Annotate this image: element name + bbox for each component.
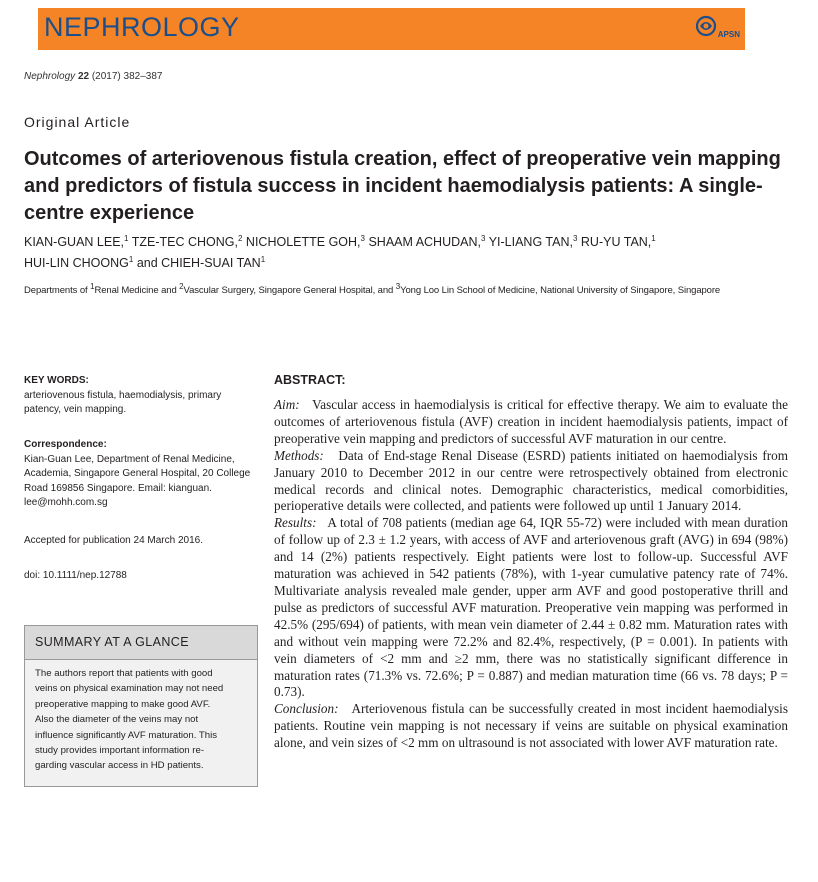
correspondence-line: Academia, Singapore General Hospital, 20 College: [24, 468, 251, 479]
conclusion-text: Arteriovenous fistula can be successfully created in most incident haemodialysis patients. Routine vein mapping is not necessary if veins are suitable on physical examination alone, and vein sizes of <2 mm on ultrasound is not associated with lower AVF maturation rate.: [274, 701, 788, 751]
author-affiliation: 1: [260, 255, 266, 265]
summary-line: Also the diameter of the veins may not: [35, 714, 199, 726]
results-text: A total of 708 patients (median age 64, IQR 55-72) were included with mean duration of follow up of 2.3 ± 1.2 years, with access of AVF and arteriovenous graft (AVG) in 694 (98%) and 14 (2%) patients respectively. Eight patients were lost to follow-up. Successful AVF maturation was achieved in 542 patients (78%), with 1-year cumulative patency rate of 74%. Multivariate analysis revealed male gender, upper arm AVF and good postoperative thrill and pulse as predictors of successful AVF maturation. Preoperative vein mapping was performed in 42.5% (295/694) of patients, with mean vein diameter of 2.44 ± 0.82 mm. Maturation rates with and without vein mapping were 72.2% and 82.4%, respectively, (P = 0.001). In patients with vein diameters of <2 mm and ≥2 mm, there was no statistically significant difference in maturation rates (71.3% vs. 72.6%; P = 0.887) and median maturation time (66 vs. 78 days; P = 0.73).: [274, 515, 788, 700]
summary-line: veins on physical examination may not need: [35, 683, 224, 695]
author: YI-LIANG TAN,: [488, 235, 573, 250]
author: SHAAM ACHUDAN,: [368, 235, 481, 250]
summary-title: SUMMARY AT A GLANCE: [25, 626, 257, 660]
correspondence-line: Kian-Guan Lee, Department of Renal Medicine,: [24, 453, 235, 465]
abstract-conclusion: [274, 701, 788, 752]
aim-text: Vascular access in haemodialysis is critical for effective therapy. We aim to evaluate the outcomes of arteriovenous fistula (AVF) creation in incident haemodialysis patients, impact of preoperative vein mapping and predictors of successful AVF maturation in our centre.: [274, 397, 788, 446]
summary-line: influence significantly AVF maturation. This: [35, 729, 218, 741]
citation-line: [24, 71, 162, 82]
author-affiliation: 3: [572, 234, 578, 243]
apsn-logo-icon: [691, 13, 735, 45]
author-affiliation: 2: [237, 234, 243, 243]
author-affiliation: 3: [360, 234, 365, 243]
accepted-date: Accepted for publication 24 March 2016.: [24, 535, 203, 546]
methods-text: Data of End-stage Renal Disease (ESRD) patients initiated on haemodialysis from January 2010 to December 2012 in our centre were retrospectively obtained from electronic medical records and clinical notes. Demographic characteristics, medical comorbidities, perioperative details were collected, and patients were followed up until 1 January 2014.: [274, 447, 788, 514]
keywords-block: [24, 374, 256, 418]
summary-line: The authors report that patients with good: [35, 668, 213, 679]
author: TZE-TEC CHONG,: [131, 235, 238, 250]
aim-label: Aim:: [274, 397, 300, 412]
abstract-heading: ABSTRACT:: [274, 373, 346, 387]
summary-line: garding vascular access in HD patients.: [35, 760, 204, 772]
methods-label: Methods:: [274, 447, 324, 463]
author: NICHOLETTE GOH,: [245, 235, 361, 250]
affiliations: Departments of $^1$Renal Medicine and $^2$Vascular Surgery, Singapore General Hospital, and $^3$Yong Loo Lin School of Medicine, National University of Singapore, Singapore: [24, 282, 721, 297]
correspondence-heading: Correspondence:: [24, 439, 107, 450]
doi-link[interactable]: doi: 10.1111/nep.12788: [24, 570, 127, 581]
journal-name: NEPHROLOGY: [44, 12, 240, 42]
author-affiliation: 1: [124, 234, 129, 243]
abstract: [274, 373, 788, 752]
author-affiliation: 3: [480, 234, 486, 243]
citation-volume: 22: [77, 71, 90, 82]
journal-banner: [38, 8, 745, 50]
author-affiliation: 1: [651, 234, 656, 243]
correspondence-email[interactable]: lee@mohh.com.sg: [24, 497, 108, 508]
keywords-line: arteriovenous fistula, haemodialysis, primary: [24, 389, 222, 401]
author-list: [24, 230, 784, 272]
abstract-methods: [274, 448, 788, 516]
conclusion-label: Conclusion:: [274, 701, 339, 717]
summary-box: [24, 625, 258, 787]
keywords-heading: KEY WORDS:: [24, 375, 89, 386]
article-type: Original Article: [24, 114, 131, 130]
author: RU-YU TAN,: [580, 235, 652, 250]
summary-line: preoperative mapping to make good AVF.: [35, 698, 211, 710]
correspondence-line: Road 169856 Singapore. Email: kianguan.: [24, 482, 212, 494]
abstract-aim: [274, 397, 788, 448]
author: HUI-LIN CHOONG: [24, 256, 129, 271]
author-affiliation: 1: [128, 255, 134, 265]
article-title: Outcomes of arteriovenous fistula creation, effect of preoperative vein mapping and predictors of fistula success in incident haemodialysis patients: A single-centre experience: [24, 148, 781, 224]
summary-body: [25, 660, 257, 780]
summary-line: study provides important information re-: [35, 745, 205, 757]
keywords-line: patency, vein mapping.: [24, 404, 127, 415]
results-label: Results:: [274, 515, 317, 531]
abstract-results: [274, 515, 788, 701]
correspondence-block: [24, 438, 256, 511]
citation-journal: Nephrology: [24, 71, 76, 82]
logo-text: APSN: [717, 30, 740, 39]
citation-pages: (2017) 382–387: [91, 71, 163, 82]
author: KIAN-GUAN LEE,: [24, 235, 125, 250]
author: and CHIEH-SUAI TAN: [136, 256, 261, 271]
